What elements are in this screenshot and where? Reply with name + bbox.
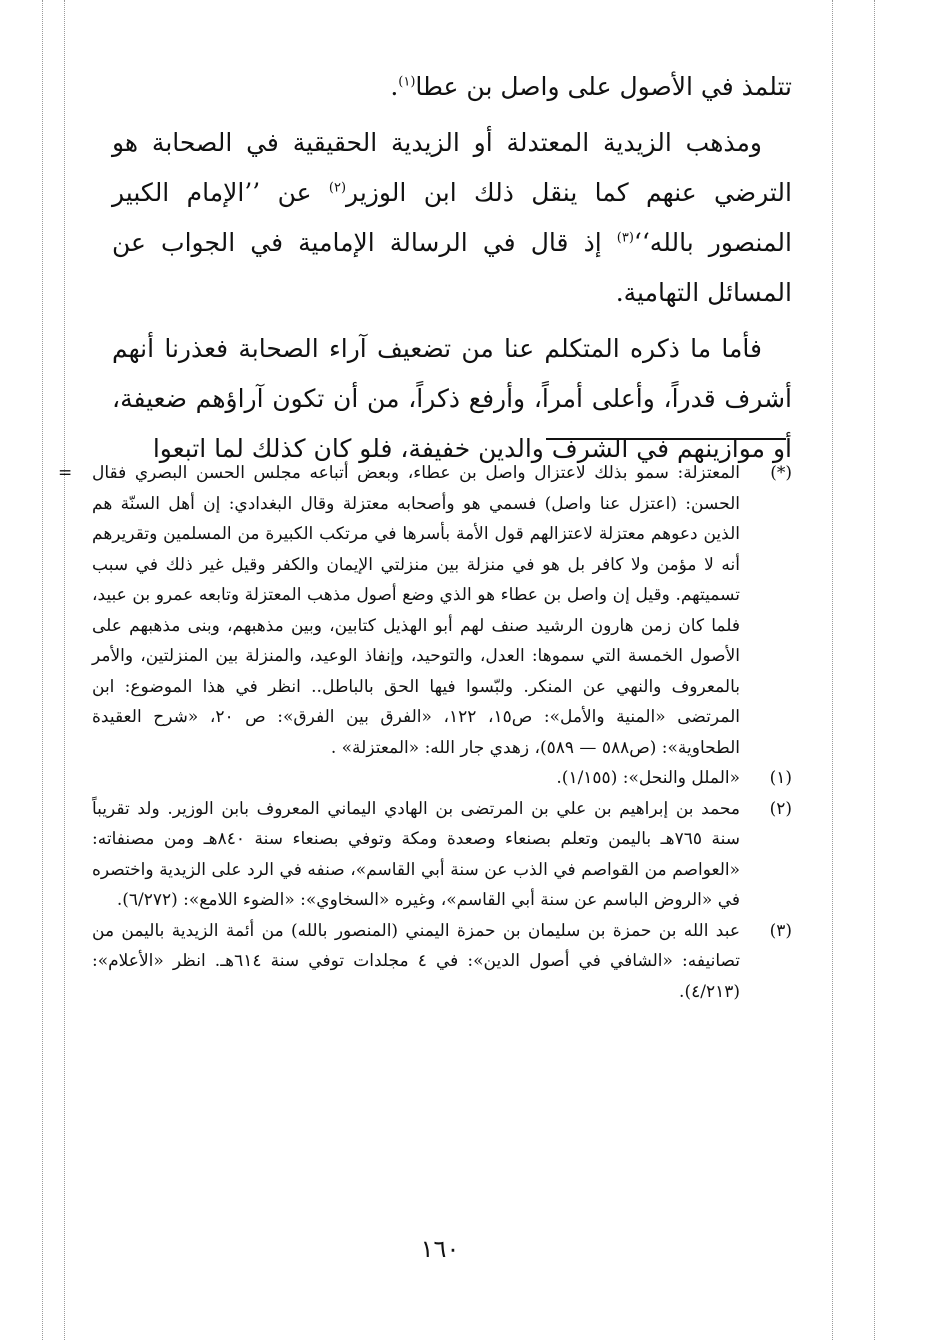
footnotes: [58, 458, 792, 1007]
footnote-separator: [546, 438, 786, 440]
footnote-text: «الملل والنحل»: (١/١٥٥).: [556, 768, 740, 788]
paragraph-1-text: تتلمذ في الأصول على واصل بن عطا: [415, 72, 792, 101]
footnote-label: (*): [770, 463, 792, 483]
footnote-number: (٣): [769, 920, 792, 941]
paragraph-2-text-b: عن ’’الإمام الكبير المنصور بالله‘‘: [112, 178, 792, 257]
paragraph-2-text-c: إذ قال في الرسالة الإمامية في الجواب عن المسائل التهامية.: [112, 228, 792, 307]
continuation-mark: =: [58, 463, 73, 483]
paragraph-3: فأما ما ذكره المتكلم عنا من تضعيف آراء الصحابة فعذرنا أنهم أشرف قدراً، وأعلى أمراً، وأرفع ذكراً، من أن تكون آراؤهم ضعيفة، أو موازينهم في الشرف والدين خفيفة، فلو كان كذلك لما اتبعوا: [112, 334, 792, 463]
footnote-continuation: [58, 458, 792, 763]
footnote-number: (١): [769, 768, 792, 788]
footnote-number: (٢): [769, 798, 792, 819]
paragraph-2: [112, 118, 792, 318]
scan-edge-line: [42, 0, 43, 1340]
footnote-2: [92, 794, 792, 916]
paragraph-1: [112, 62, 792, 112]
paragraph-1-end: .: [390, 72, 399, 101]
footnote-3: [92, 916, 792, 1008]
footnote-ref-1[interactable]: (١): [398, 74, 416, 90]
footnote-1: [92, 763, 792, 794]
footnote-text: عبد الله بن حمزة بن سليمان بن حمزة اليمني (المنصور بالله) من أئمة الزيدية باليمن من تصانيفه: «الشافي في أصول الدين»: في ٤ مجلدات توفي سنة ٦١٤هـ. انظر «الأعلام»: (٤/٢١٣).: [92, 920, 740, 1002]
footnote-text: محمد بن إبراهيم بن علي بن المرتضى بن الهادي اليماني المعروف بابن الوزير. ولد تقريباً سنة ٧٦٥هـ باليمن وتعلم بصنعاء وصعدة ومكة وتوفي بصنعاء سنة ٨٤٠هـ ومن مصنفاته: «العواصم من القواصم في الذب عن سنة أبي القاسم»، صنفه في الرد على الزيدية واختصره في «الروض الباسم عن سنة أبي القاسم»، وغيره «السخاوي»: «الضوء اللامع»: (٦/٢٧٢).: [92, 798, 740, 910]
footnote-ref-2[interactable]: (٢): [328, 180, 347, 196]
footnote-ref-3[interactable]: (٣): [616, 230, 634, 246]
paragraph-2-text-a: ومذهب الزيدية المعتدلة أو الزيدية الحقيقية في الصحابة هو الترضي عنهم كما ينقل ذلك ابن الوزير: [112, 128, 792, 207]
scan-edge-line: [64, 0, 65, 1340]
scan-edge-line: [832, 0, 833, 1340]
footnote-text: المعتزلة: سمو بذلك لاعتزال واصل بن عطاء، وبعض أتباعه مجلس الحسن البصري فقال الحسن: (اعتزل عنا واصل) فسمي هو وأصحابه معتزلة وقال البغدادي: إن أهل السنّة هم الذين دعوهم معتزلة لاعتزالهم قول الأمة بأسرها في مرتكب الكبيرة من المسلمين وتقريرهم أنه لا مؤمن ولا كافر بل هو في منزلة بين منزلتي الإيمان والكفر وقيل غير ذلك في سبب تسميتهم. وقيل إن واصل بن عطاء هو الذي وضع أصول مذهب المعتزلة وتابعه عمرو بن عبيد، فلما كان زمن هارون الرشيد صنف لهم أبو الهذيل كتابين، وبين مذهبهم، وبنى مذهبهم على الأصول الخمسة التي سموها: العدل، والتوحيد، وإنفاذ الوعيد، والمنزلة بين المنزلتين، والأمر بالمعروف والنهي عن المنكر. ولبّسوا فيها الحق بالباطل.. انظر في هذا الموضوع: ابن المرتضى «المنية والأمل»: ص١٥، ١٢٢، «الفرق بين الفرق»: ص ٢٠، «شرح العقيدة الطحاوية»: (ص٥٨٨ — ٥٨٩)، زهدي جار الله: «المعتزلة» .: [92, 463, 740, 758]
main-text: [112, 62, 792, 474]
page-number: ١٦٠: [420, 1235, 460, 1263]
scan-edge-line: [874, 0, 875, 1340]
